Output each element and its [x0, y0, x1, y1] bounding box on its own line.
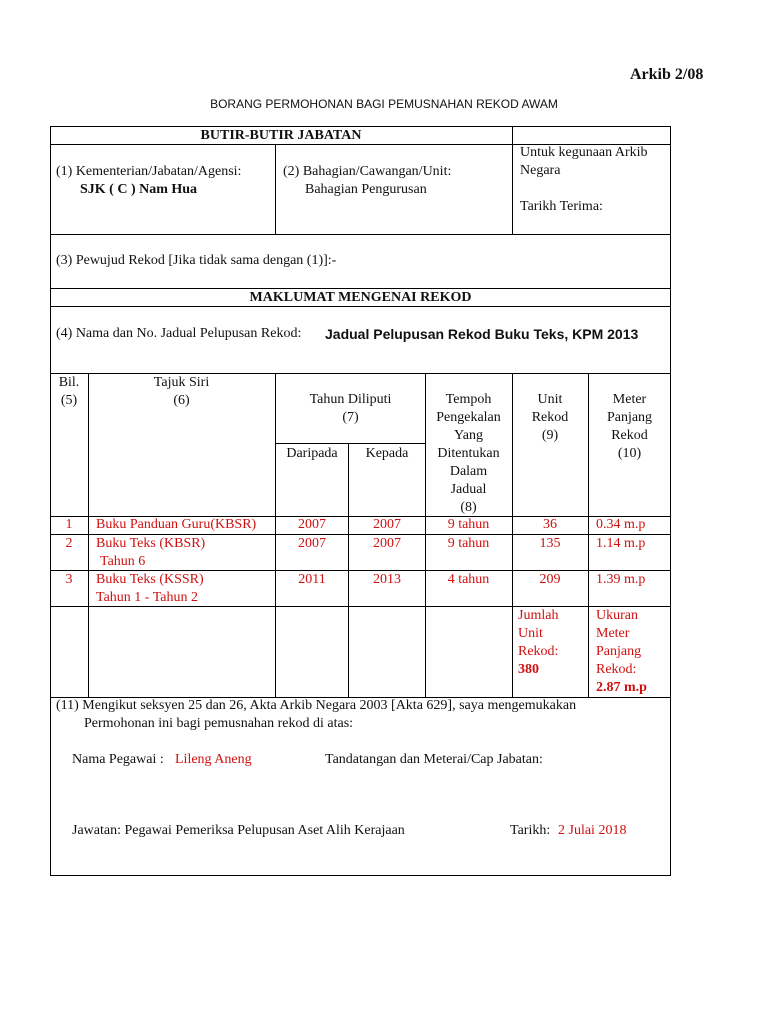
header-record-units: Unit	[537, 392, 563, 407]
schedule-value: Jadual Pelupusan Rekod Buku Teks, KPM 2013	[325, 326, 639, 342]
row-units: 209	[539, 572, 561, 587]
archive-use-label: Untuk kegunaan Arkib	[520, 145, 648, 160]
header-linear-meters-number: (10)	[617, 446, 642, 461]
total-meters-label: Panjang	[596, 644, 642, 659]
declaration-text-cont: Permohonan ini bagi pemusnahan rekod di atas:	[84, 716, 354, 731]
date-label: Tarikh:	[510, 823, 551, 838]
header-bil: Bil.	[58, 375, 80, 390]
declaration-text: (11) Mengikut seksyen 25 dan 26, Akta Arkib Negara 2003 [Akta 629], saya mengemukakan	[56, 698, 577, 713]
header-series-title-number: (6)	[173, 393, 190, 408]
row-series-title: Buku Teks (KSSR)	[96, 572, 204, 587]
row-number: 3	[65, 572, 73, 587]
divider	[348, 443, 349, 697]
divider	[276, 443, 425, 444]
divider	[512, 126, 513, 234]
row-year-to: 2007	[373, 536, 401, 551]
date-value: 2 Julai 2018	[558, 823, 627, 838]
form-code: Arkib 2/08	[630, 66, 704, 83]
record-creator-label: (3) Pewujud Rekod [Jika tidak sama dengan (1)]:-	[56, 253, 337, 268]
ministry-label: (1) Kementerian/Jabatan/Agensi:	[56, 164, 242, 179]
row-series-title: Buku Teks (KBSR)	[96, 536, 206, 551]
row-series-title: Buku Panduan Guru(KBSR)	[96, 517, 257, 532]
total-units-label: Rekod:	[518, 644, 559, 659]
row-retention: 4 tahun	[447, 572, 490, 587]
divider	[50, 234, 671, 235]
row-meters: 1.14 m.p	[596, 536, 646, 551]
row-number: 2	[65, 536, 73, 551]
row-year-from: 2007	[298, 517, 326, 532]
total-meters-value: 2.87 m.p	[596, 680, 647, 695]
received-date-label: Tarikh Terima:	[520, 199, 603, 214]
header-linear-meters: Rekod	[611, 428, 648, 443]
row-retention: 9 tahun	[447, 536, 490, 551]
row-meters: 1.39 m.p	[596, 572, 646, 587]
row-year-from: 2007	[298, 536, 326, 551]
officer-name-label: Nama Pegawai :	[72, 752, 164, 767]
header-retention-period: Dalam	[449, 464, 488, 479]
division-label: (2) Bahagian/Cawangan/Unit:	[283, 164, 452, 179]
header-years-number: (7)	[342, 410, 359, 425]
header-retention-period: Jadual	[450, 482, 487, 497]
header-linear-meters: Meter	[612, 392, 647, 407]
total-units-label: Jumlah	[518, 608, 559, 623]
division-value: Bahagian Pengurusan	[305, 182, 427, 197]
row-year-from: 2011	[298, 572, 326, 587]
header-retention-period: Yang	[454, 428, 483, 443]
divider	[88, 373, 89, 697]
row-series-title-cont: Tahun 1 - Tahun 2	[96, 590, 198, 605]
row-units: 135	[539, 536, 561, 551]
position-label: Jawatan: Pegawai Pemeriksa Pelupusan Aset Alih Kerajaan	[72, 823, 405, 838]
row-meters: 0.34 m.p	[596, 517, 646, 532]
total-units-value: 380	[518, 662, 539, 677]
form-title: BORANG PERMOHONAN BAGI PEMUSNAHAN REKOD AWAM	[210, 97, 558, 111]
schedule-label: (4) Nama dan No. Jadual Pelupusan Rekod:	[56, 326, 302, 341]
header-to: Kepada	[365, 446, 409, 461]
signature-label: Tandatangan dan Meterai/Cap Jabatan:	[325, 752, 543, 767]
header-from: Daripada	[286, 446, 338, 461]
header-series-title: Tajuk Siri	[153, 375, 210, 390]
officer-name-value: Lileng Aneng	[175, 752, 252, 767]
archive-use-label-cont: Negara	[520, 163, 561, 178]
header-retention-period: Tempoh	[445, 392, 492, 407]
header-linear-meters: Panjang	[606, 410, 653, 425]
section-title-jabatan: BUTIR-BUTIR JABATAN	[200, 128, 362, 143]
total-meters-label: Ukuran	[596, 608, 638, 623]
header-retention-period: Pengekalan	[436, 410, 501, 425]
header-record-units-number: (9)	[541, 428, 559, 443]
total-units-label: Unit	[518, 626, 543, 641]
total-meters-label: Rekod:	[596, 662, 637, 677]
ministry-value: SJK ( C ) Nam Hua	[80, 182, 198, 197]
divider	[275, 144, 276, 234]
header-retention-period: Ditentukan	[437, 446, 500, 461]
row-units: 36	[543, 517, 557, 532]
total-meters-label: Meter	[596, 626, 630, 641]
header-years-covered: Tahun Diliputi	[309, 392, 392, 407]
row-series-title-cont: Tahun 6	[100, 554, 146, 569]
header-bil-number: (5)	[60, 393, 78, 408]
row-year-to: 2007	[373, 517, 401, 532]
row-retention: 9 tahun	[447, 517, 490, 532]
section-title-rekod: MAKLUMAT MENGENAI REKOD	[249, 290, 472, 305]
header-retention-number: (8)	[460, 500, 477, 515]
row-year-to: 2013	[373, 572, 401, 587]
row-number: 1	[65, 517, 73, 532]
header-record-units: Rekod	[531, 410, 569, 425]
